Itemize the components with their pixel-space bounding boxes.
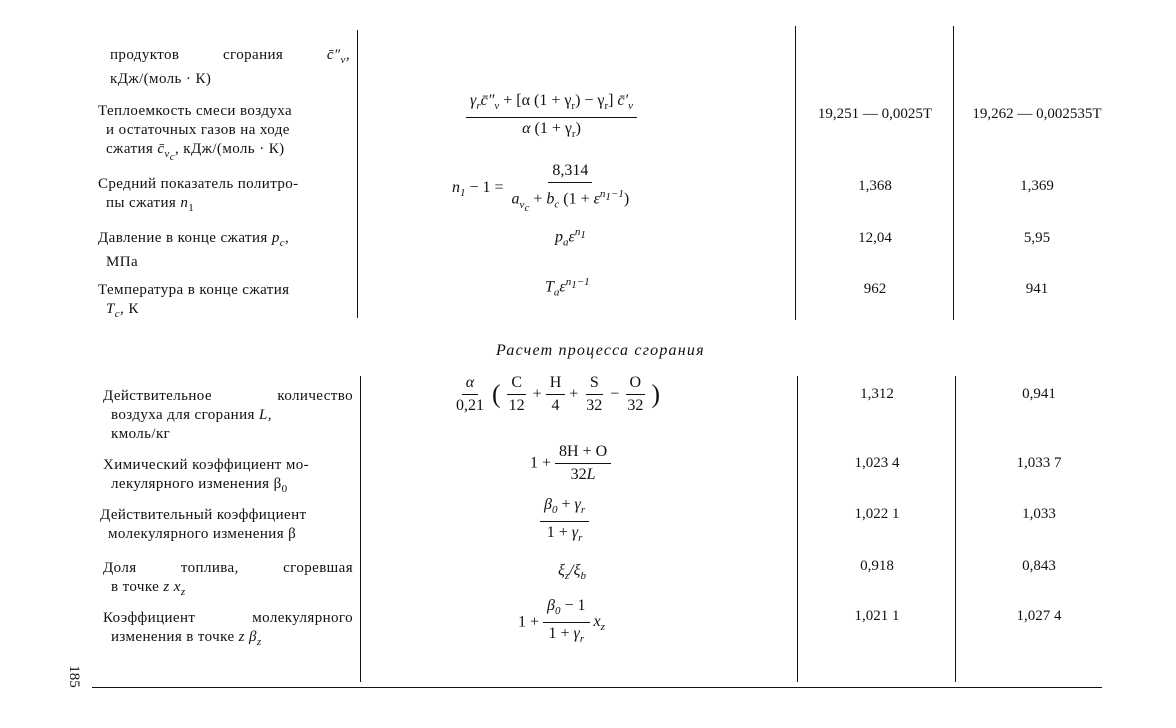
value-fuel-fraction-col1: 0,918 [860,558,894,574]
value-air-amount-col2: 0,941 [1022,386,1056,402]
row-label-products: продуктов сгорания $c̄''_v$, кДж/(моль · К) [110,47,350,87]
formula-air-amount: $\frac{\alpha}{0,21}$ ( $\frac{C}{12}$ + $\frac{H}{4}$ + $\frac{S}{32}$ − $\frac{O}{32}$ ) [456,374,660,414]
formula-real-coefficient: $\frac{\beta_0 + \gamma_r}{1 + \gamma_r}$ [540,496,589,547]
row-label-polytrope: Средний показатель политро- пы сжатия $n_1$ [98,176,299,214]
top-divider-values [953,26,954,320]
formula-pressure: $p_a\varepsilon^{n_1}$ [555,226,586,249]
formula-chem-coefficient: 1 + $\frac{8H + O}{32L}$ [530,443,611,484]
formula-fuel-fraction: $\xi_z/\xi_b$ [558,562,586,583]
value-polytrope-col2: 1,369 [1020,178,1054,194]
value-real-coefficient-col2: 1,033 [1022,506,1056,522]
value-air-amount-col1: 1,312 [860,386,894,402]
value-heat-capacity-col2: 19,262 — 0,002535T [972,106,1102,122]
value-temperature-col1: 962 [863,281,887,297]
value-pressure-col2: 5,95 [1023,230,1051,246]
value-polytrope-col1: 1,368 [858,178,892,194]
top-divider-formula [795,26,796,320]
bottom-divider-formula [797,376,798,682]
row-label-chem-coefficient: Химический коэффициент мо- лекулярного изменения $\beta_0$ [103,457,310,495]
bottom-divider-label [360,376,361,682]
bottom-divider-values [955,376,956,682]
formula-temperature: $T_a\varepsilon^{n_1-1}$ [545,276,590,299]
formula-z-coefficient: 1 + $\frac{\beta_0 - 1}{1 + \gamma_r}$ $x_z$ [518,597,605,646]
value-pressure-col1: 12,04 [858,230,892,246]
row-label-z-coefficient: Коэффициент молекулярного изменения в точке z $\beta_z$ [103,610,353,648]
value-heat-capacity-col1: 19,251 — 0,0025T [817,106,933,122]
value-temperature-col2: 941 [1025,281,1049,297]
value-z-coefficient-col1: 1,021 1 [854,608,900,624]
value-real-coefficient-col1: 1,022 1 [854,506,900,522]
row-label-air-amount: Действительное количество воздуха для сгорания L, кмоль/кг [103,388,353,442]
row-label-temperature: Температура в конце сжатия $T_c$, К [98,282,290,320]
value-z-coefficient-col2: 1,027 4 [1016,608,1062,624]
row-label-pressure: Давление в конце сжатия $p_c$, МПа [98,230,290,270]
bottom-rule [92,687,1102,688]
top-divider-label [357,30,358,318]
row-label-fuel-fraction: Доля топлива, сгоревшая в точке z $x_z$ [103,560,353,598]
row-label-real-coefficient: Действительный коэффициент молекулярного изменения β [100,507,307,542]
formula-polytrope: $n_1 - 1$ = $\frac{8,314}{a_{v_c} + b_c (1 + \varepsilon^{n_1-1})}$ [452,162,630,214]
value-fuel-fraction-col2: 0,843 [1022,558,1056,574]
section-title: Расчет процесса сгорания [496,342,705,359]
value-chem-coefficient-col2: 1,033 7 [1016,455,1062,471]
page-number: 185 [65,665,82,688]
row-label-heat-capacity: Теплоемкость смеси воздуха и остаточных газов на ходе сжатия $c̄_{v_c}$, кДж/(моль · К) [98,103,293,164]
value-chem-coefficient-col1: 1,023 4 [854,455,900,471]
formula-heat-capacity: $\frac{\gamma_rc̄''_v + [\alpha (1 + \gamma_r) - \gamma_r] c̄'_v}{\alpha (1 + \gamma_r)}$ [466,92,637,143]
